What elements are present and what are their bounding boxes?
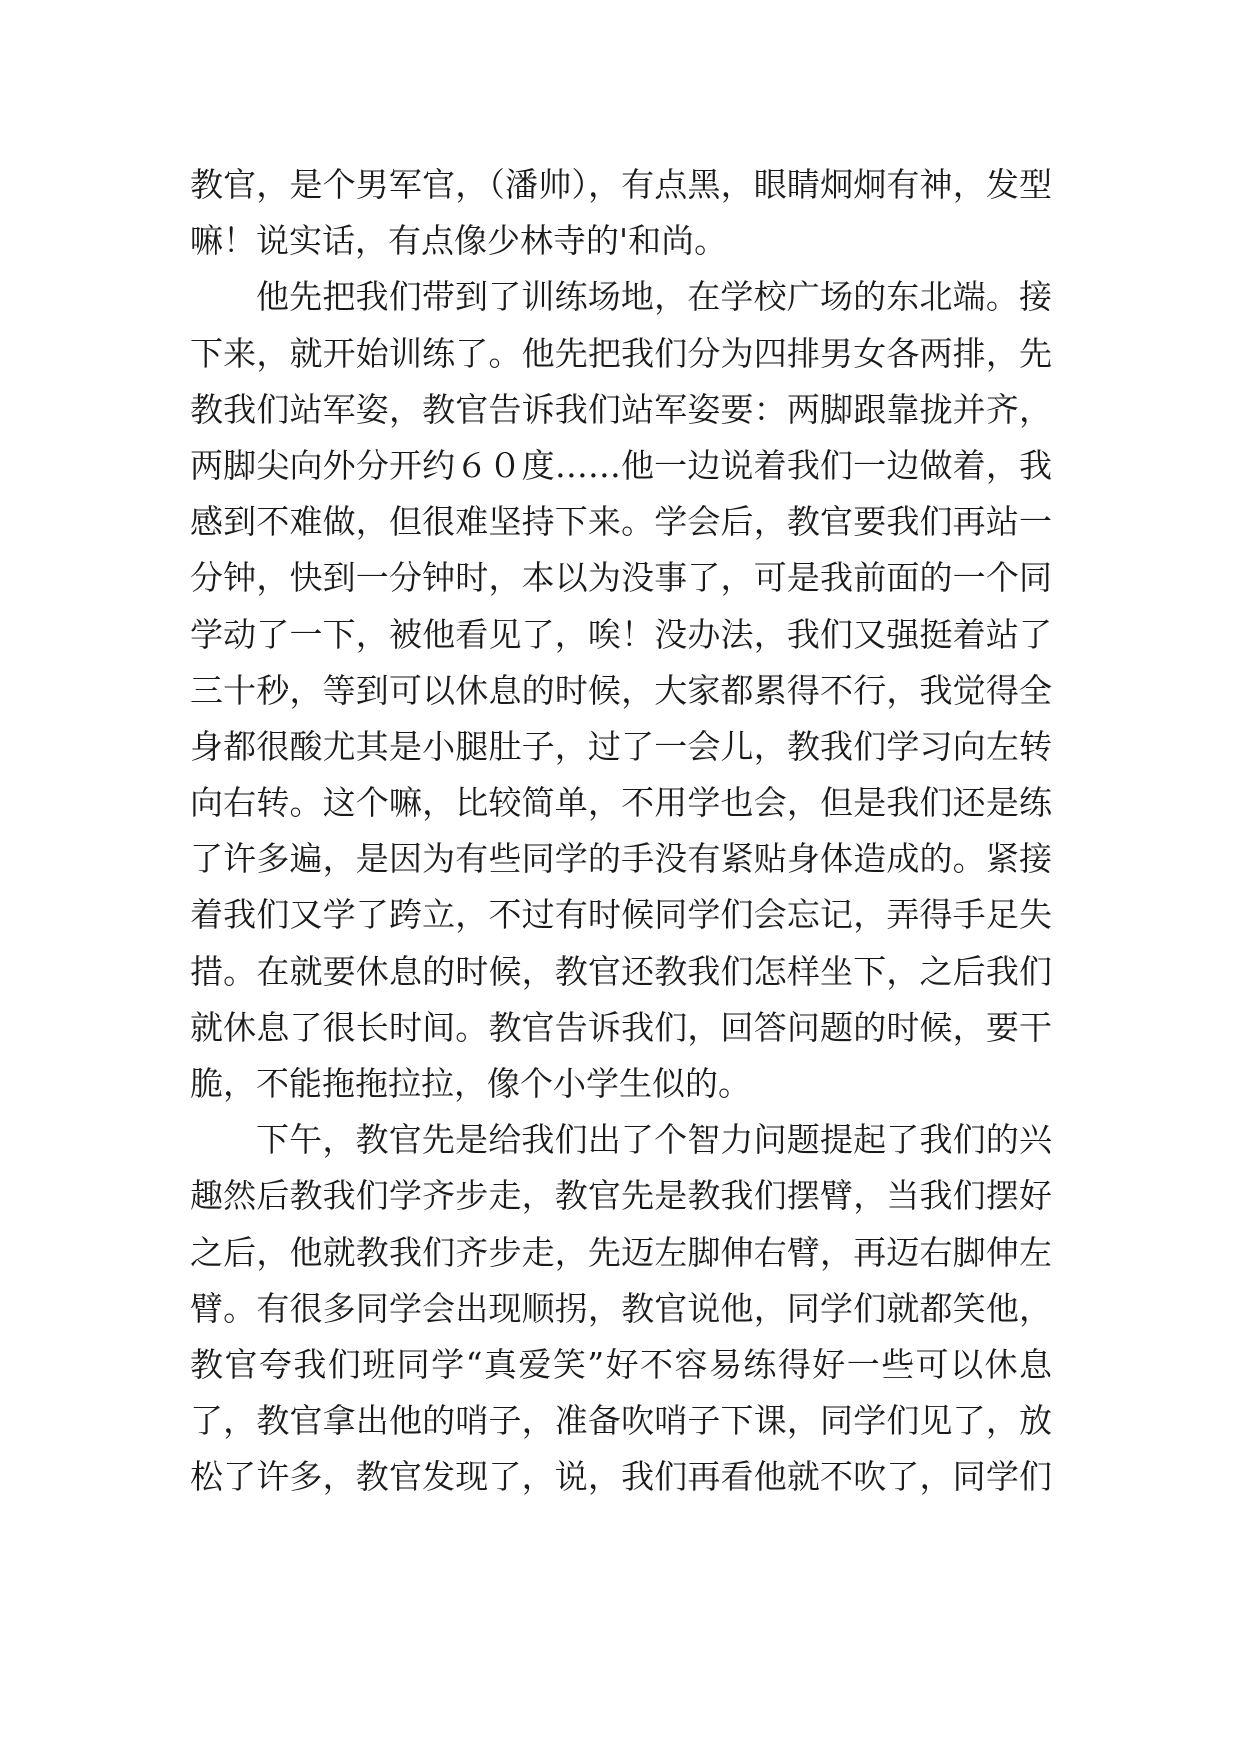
paragraph-1: [190, 157, 1052, 269]
text-line: 松了许多，教官发现了，说，我们再看他就不吹了，同学们: [190, 1457, 1052, 1497]
text-line: 感到不难做，但很难坚持下来。学会后，教官要我们再站一: [190, 502, 1052, 542]
text-line: 措。在就要休息的时候，教官还教我们怎样坐下，之后我们: [190, 951, 1052, 991]
text-line: 向右转。这个嘛，比较简单，不用学也会，但是我们还是练: [190, 783, 1052, 823]
text-line: 三十秒，等到可以休息的时候，大家都累得不行，我觉得全: [190, 670, 1052, 710]
text-line: 之后，他就教我们齐步走，先迈左脚伸右臂，再迈右脚伸左: [190, 1232, 1052, 1272]
text-line: 着我们又学了跨立，不过有时候同学们会忘记，弄得手足失: [190, 895, 1052, 935]
text-line: 了许多遍，是因为有些同学的手没有紧贴身体造成的。紧接: [190, 839, 1052, 879]
text-line: 了，教官拿出他的哨子，准备吹哨子下课，同学们见了，放: [190, 1401, 1052, 1441]
text-line: 脆，不能拖拖拉拉，像个小学生似的。: [190, 1064, 751, 1103]
text-line: 臂。有很多同学会出现顺拐，教官说他，同学们就都笑他，: [190, 1288, 1052, 1328]
text-line: 两脚尖向外分开约６０度……他一边说着我们一边做着，我: [190, 445, 1052, 485]
paragraph-3: [190, 1112, 1052, 1505]
paragraph-2: [190, 269, 1052, 1112]
text-line: 教官，是个男军官，（潘帅），有点黑，眼睛炯炯有神，发型: [190, 165, 1052, 204]
text-line: 学动了一下，被他看见了，唉！没办法，我们又强挺着站了: [190, 614, 1052, 654]
body-text: [190, 157, 1052, 1506]
text-line: 教我们站军姿，教官告诉我们站军姿要：两脚跟靠拢并齐，: [190, 389, 1052, 429]
text-line: 分钟，快到一分钟时，本以为没事了，可是我前面的一个同: [190, 558, 1052, 598]
text-line: 他先把我们带到了训练场地，在学校广场的东北端。接: [256, 277, 1052, 317]
text-line: 下午，教官先是给我们出了个智力问题提起了我们的兴: [256, 1120, 1052, 1160]
text-line: 嘛！说实话，有点像少林寺的'和尚。: [190, 221, 728, 261]
text-line: 下来，就开始训练了。他先把我们分为四排男女各两排，先: [190, 333, 1052, 373]
text-line: 趣然后教我们学齐步走，教官先是教我们摆臂，当我们摆好: [190, 1176, 1052, 1216]
text-line: 教官夸我们班同学“真爱笑”好不容易练得好一些可以休息: [190, 1344, 1052, 1384]
text-line: 身都很酸尤其是小腿肚子，过了一会儿，教我们学习向左转: [190, 726, 1052, 766]
text-line: 就休息了很长时间。教官告诉我们，回答问题的时候，要干: [190, 1007, 1052, 1047]
